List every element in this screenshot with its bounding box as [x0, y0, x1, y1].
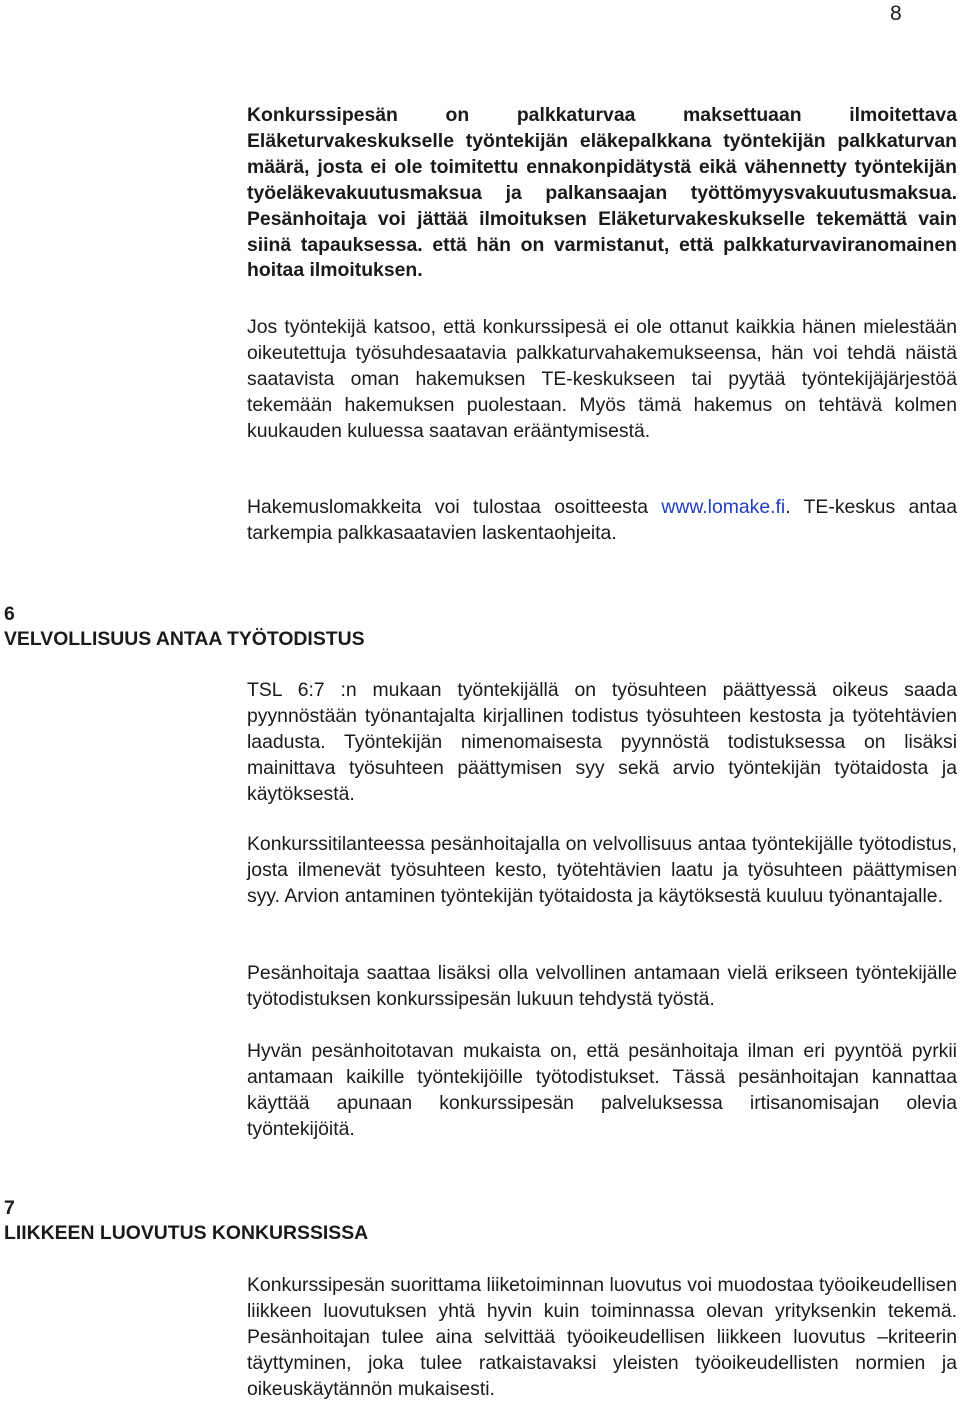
section-7-title: LIIKKEEN LUOVUTUS KONKURSSISSA [4, 1222, 369, 1244]
section-6-paragraph-3: Pesänhoitaja saattaa lisäksi olla velvollinen antamaan vielä erikseen työntekijälle työtodistuksen konkurssipesän lukuun tehdystä työstä. [247, 962, 957, 1010]
page-number: 8 [890, 2, 902, 25]
section-6-paragraph-1: TSL 6:7 :n mukaan työntekijällä on työsuhteen päättyessä oikeus saada pyynnöstään työnantajalta kirjallinen todistus työsuhteen kestosta ja työtehtävien laadusta. Työntekijän nimenomaisesta pyynnöstä todistuksessa on lisäksi mainittava työsuhteen päättymisen syy sekä arvio työntekijän työtaidosta ja käytöksestä. [247, 679, 957, 805]
forms-text-before: Hakemuslomakkeita voi tulostaa osoitteesta [247, 496, 662, 518]
section-7-number: 7 [4, 1197, 15, 1219]
section-6-number: 6 [4, 603, 15, 625]
section-6-paragraph-4: Hyvän pesänhoitotavan mukaista on, että pesänhoitaja ilman eri pyyntöä pyrkii antamaan kaikille työntekijöille työtodistukset. Tässä pesänhoitajan kannattaa käyttää apunaan konkurssipesän palveluksessa irtisanomisajan olevia työntekijöitä. [247, 1040, 957, 1140]
section-7-paragraph-1: Konkurssipesän suorittama liiketoiminnan luovutus voi muodostaa työoikeudellisen liikkeen luovutuksen yhtä hyvin kuin toiminnassa olevan yrityksenkin tekemä. Pesänhoitajan tulee aina selvittää työoikeudellisen liikkeen luovutus –kriteerin täyttyminen, joka tulee ratkaistavaksi yleisten työoikeudellisten normien ja oikeuskäytännön mukaisesti. [247, 1274, 957, 1400]
forms-text-after: . TE-keskus antaa tarkempia palkkasaatavien laskentaohjeita. [247, 496, 957, 544]
section-6-title: VELVOLLISUUS ANTAA TYÖTODISTUS [4, 628, 365, 650]
intro-paragraph-bold: Konkurssipesän on palkkaturvaa maksettuaan ilmoitettava Eläketurvakeskukselle työntekijän eläkepalkkana työntekijän palkkaturvan määrä, josta ei ole toimitettu ennakonpidätystä eikä vähennetty työntekijän työeläkevakuutusmaksua ja palkansaajan työttömyysvakuutusmaksua. Pesänhoitaja voi jättää ilmoituksen Eläketurvakeskukselle tekemättä vain siinä tapauksessa. että hän on varmistanut, että palkkaturvaviranomainen hoitaa ilmoituksen. [247, 104, 957, 282]
claim-paragraph: Jos työntekijä katsoo, että konkurssipesä ei ole ottanut kaikkia hänen mielestään oikeutettuja työsuhdesaatavia palkkaturvahakemukseensa, hän voi tehdä näistä saatavista oman hakemuksen TE-keskukseen tai pyytää työntekijäjärjestöä tekemään hakemuksen puolestaan. Myös tämä hakemus on tehtävä kolmen kuukauden kuluessa saatavan erääntymisestä. [247, 316, 957, 442]
lomake-link[interactable]: www.lomake.fi [661, 496, 786, 518]
forms-paragraph [247, 495, 957, 547]
section-6-paragraph-2: Konkurssitilanteessa pesänhoitajalla on velvollisuus antaa työntekijälle työtodistus, josta ilmenevät työsuhteen kesto, työtehtävien laatu ja työsuhteen päättymisen syy. Arvion antaminen työntekijän työtaidosta ja käytöksestä kuuluu työnantajalle. [247, 833, 957, 907]
